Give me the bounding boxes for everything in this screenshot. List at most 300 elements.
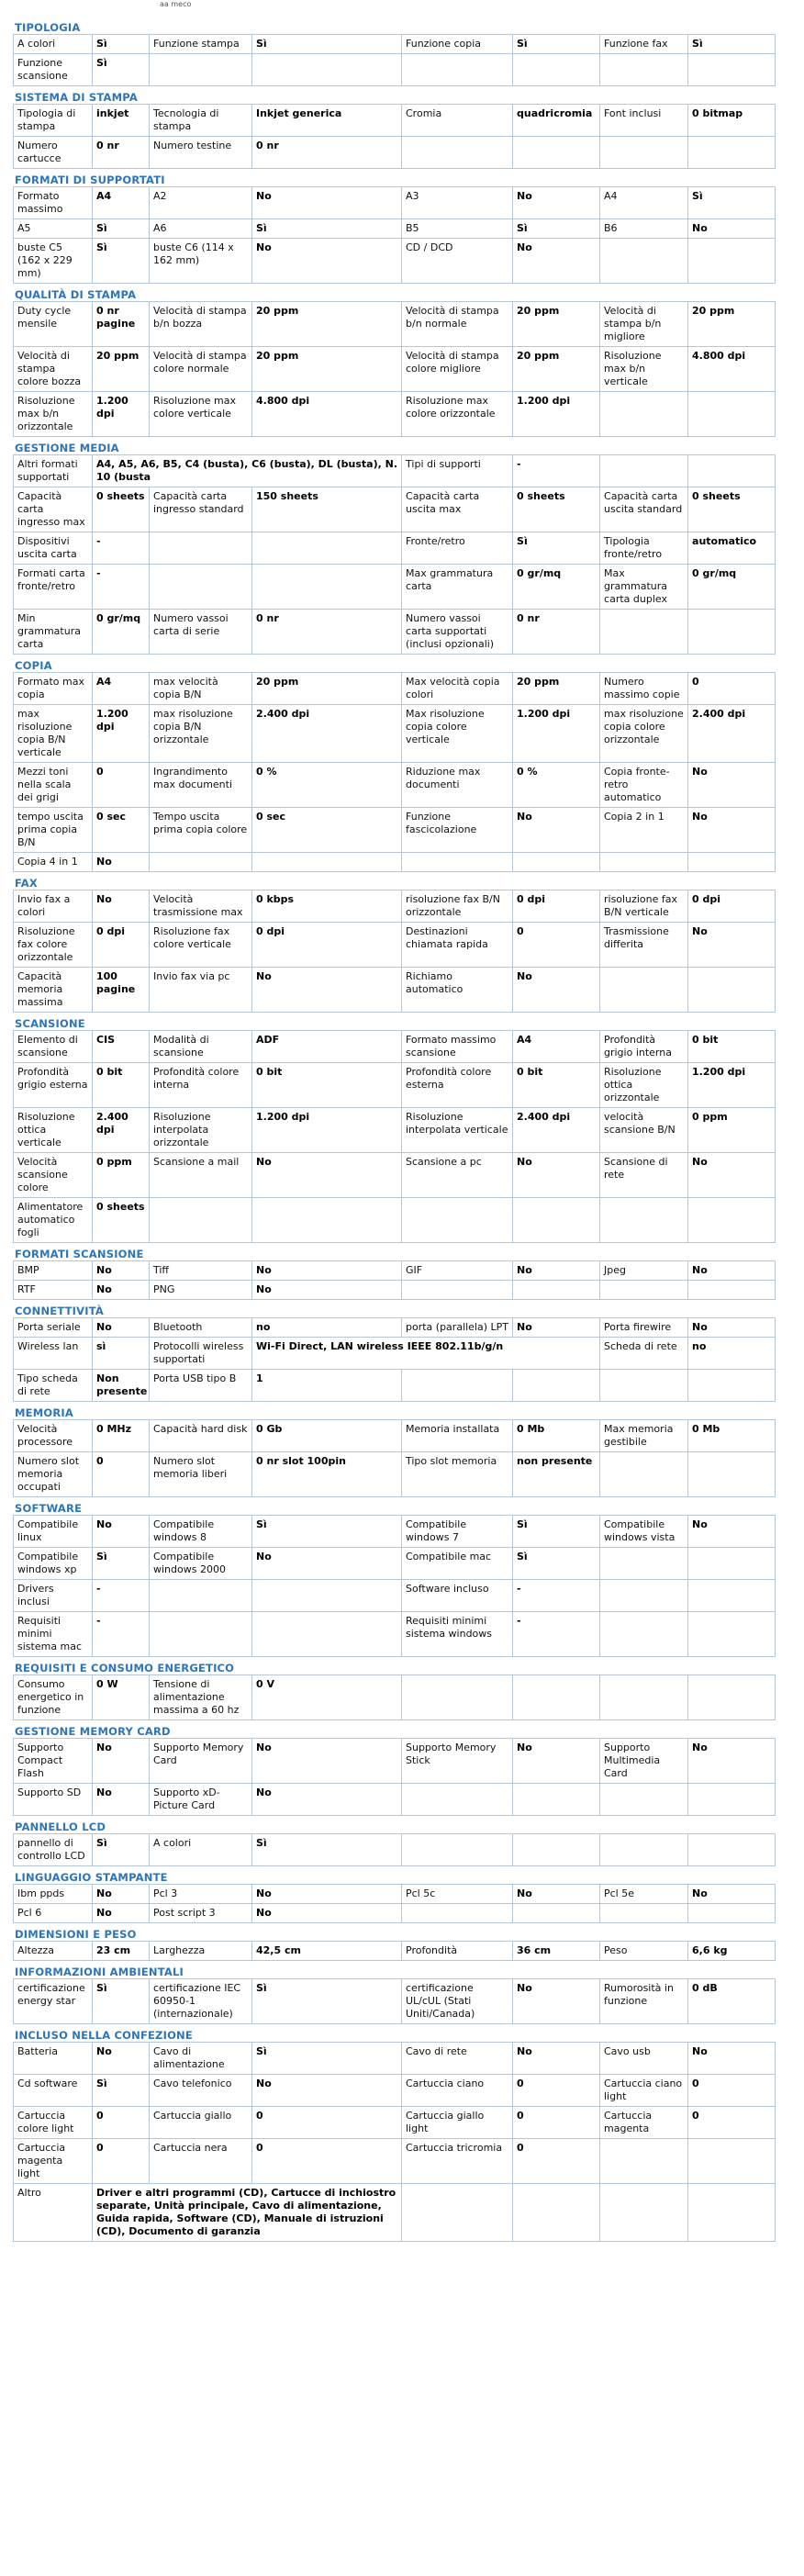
spec-label: Max grammatura carta duplex (600, 565, 688, 610)
spec-value: 42,5 cm (252, 1942, 402, 1961)
spec-label: CD / DCD (402, 239, 513, 284)
spec-value: 0 (688, 2075, 776, 2107)
spec-value (252, 565, 402, 610)
spec-label: Numero massimo copie (600, 673, 688, 705)
spec-table-fax (13, 890, 776, 1013)
spec-value: No (688, 1153, 776, 1198)
spec-label: Altri formati supportati (14, 455, 93, 487)
spec-label: Pcl 5e (600, 1885, 688, 1904)
spec-value (513, 1904, 600, 1923)
spec-value: 1.200 dpi (513, 705, 600, 763)
spec-value: No (513, 2043, 600, 2075)
spec-value: No (252, 1885, 402, 1904)
spec-value: No (93, 1318, 150, 1338)
spec-label: Risoluzione max b/n orizzontale (14, 392, 93, 437)
spec-label: Consumo energetico in funzione (14, 1675, 93, 1720)
spec-value: Driver e altri programmi (CD), Cartucce di inchiostro separate, Unità principale, Cavo di alimentazione, Guida rapida, Software (CD), Manuale di istruzioni (CD), Documento di garanzia (93, 2184, 402, 2242)
spec-value: A4, A5, A6, B5, C4 (busta), C6 (busta), DL (busta), N. 10 (busta (93, 455, 402, 487)
spec-value: No (93, 1739, 150, 1784)
table-row (14, 1612, 776, 1657)
spec-label (150, 1198, 252, 1243)
spec-label (402, 1675, 513, 1720)
spec-value: 0 ppm (688, 1108, 776, 1153)
spec-label: Peso (600, 1942, 688, 1961)
spec-label: Numero slot memoria liberi (150, 1452, 252, 1497)
spec-label: Funzione copia (402, 35, 513, 54)
spec-table-incluso-nella-confezione (13, 2042, 776, 2242)
spec-value: No (513, 1885, 600, 1904)
spec-table-requisiti-e-consumo-energetico (13, 1674, 776, 1720)
spec-value: No (93, 1261, 150, 1281)
spec-label (600, 1904, 688, 1923)
spec-label: Cromia (402, 105, 513, 137)
spec-label: Formato massimo scansione (402, 1031, 513, 1063)
spec-label: Risoluzione interpolata verticale (402, 1108, 513, 1153)
table-row (14, 187, 776, 219)
spec-label: Supporto Memory Card (150, 1739, 252, 1784)
spec-label: Capacità hard disk (150, 1420, 252, 1452)
spec-label: Supporto Compact Flash (14, 1739, 93, 1784)
spec-value: - (513, 1580, 600, 1612)
spec-label: Formati carta fronte/retro (14, 565, 93, 610)
spec-label: A colori (14, 35, 93, 54)
spec-label: Bluetooth (150, 1318, 252, 1338)
spec-label (150, 1580, 252, 1612)
spec-value: Sì (688, 35, 776, 54)
table-row (14, 1108, 776, 1153)
spec-sheet (13, 0, 802, 2242)
spec-label: Tensione di alimentazione massima a 60 hz (150, 1675, 252, 1720)
spec-value: 0 sheets (688, 487, 776, 532)
spec-label (600, 455, 688, 487)
spec-label: Memoria installata (402, 1420, 513, 1452)
spec-value: - (93, 532, 150, 565)
spec-label: Risoluzione max colore orizzontale (402, 392, 513, 437)
spec-value (513, 1370, 600, 1402)
spec-value: No (252, 1281, 402, 1300)
spec-table-tipologia (13, 34, 776, 86)
spec-label: Cavo usb (600, 2043, 688, 2075)
spec-value: No (252, 1739, 402, 1784)
spec-value: 0 sheets (93, 1198, 150, 1243)
spec-value: 0 bitmap (688, 105, 776, 137)
spec-value: 0 bit (688, 1031, 776, 1063)
spec-value: Non presente (93, 1370, 150, 1402)
spec-value: 4.800 dpi (688, 347, 776, 392)
spec-value: 0 (93, 2107, 150, 2139)
spec-label: Risoluzione ottica orizzontale (600, 1063, 688, 1108)
spec-value: 0 nr pagine (93, 302, 150, 347)
spec-value: 0 (513, 2139, 600, 2184)
spec-label: certificazione IEC 60950-1 (internazionale) (150, 1979, 252, 2024)
table-row (14, 1979, 776, 2024)
spec-label: Velocità processore (14, 1420, 93, 1452)
spec-value (688, 1580, 776, 1612)
spec-table-software (13, 1515, 776, 1657)
spec-label: max risoluzione copia B/N orizzontale (150, 705, 252, 763)
spec-label: Cartuccia magenta light (14, 2139, 93, 2184)
spec-value: No (252, 1904, 402, 1923)
spec-label: Risoluzione max b/n verticale (600, 347, 688, 392)
table-row (14, 1370, 776, 1402)
spec-label: Modalità di scansione (150, 1031, 252, 1063)
spec-label: Profondità (402, 1942, 513, 1961)
spec-value: - (93, 1612, 150, 1657)
spec-value (688, 1548, 776, 1580)
table-row (14, 392, 776, 437)
spec-table-sistema-di-stampa (13, 104, 776, 169)
section-title-gestione-memory-card: GESTIONE MEMORY CARD (15, 1725, 171, 1738)
spec-label: Cartuccia tricromia (402, 2139, 513, 2184)
spec-value: 0 Mb (513, 1420, 600, 1452)
spec-label: B6 (600, 219, 688, 239)
spec-label (600, 968, 688, 1013)
spec-label: velocità scansione B/N (600, 1108, 688, 1153)
table-row (14, 105, 776, 137)
spec-value: No (252, 1261, 402, 1281)
table-row (14, 1153, 776, 1198)
spec-value: 0 V (252, 1675, 402, 1720)
spec-value: 0 (252, 2139, 402, 2184)
spec-label: Supporto Memory Stick (402, 1739, 513, 1784)
spec-table-pannello-lcd (13, 1833, 776, 1866)
spec-label: Scansione a mail (150, 1153, 252, 1198)
spec-label: Elemento di scansione (14, 1031, 93, 1063)
table-row (14, 853, 776, 872)
spec-label: Batteria (14, 2043, 93, 2075)
spec-value: 0 (513, 923, 600, 968)
spec-label: buste C5 (162 x 229 mm) (14, 239, 93, 284)
spec-label (600, 853, 688, 872)
spec-value: No (93, 1516, 150, 1548)
spec-label: Velocità di stampa b/n normale (402, 302, 513, 347)
spec-value: 1.200 dpi (513, 392, 600, 437)
spec-label (600, 2184, 688, 2242)
spec-value: 0 nr (252, 137, 402, 169)
spec-value: 0 sheets (93, 487, 150, 532)
spec-label: Funzione stampa (150, 35, 252, 54)
spec-value (688, 2139, 776, 2184)
spec-label: Velocità di stampa colore bozza (14, 347, 93, 392)
spec-value (252, 853, 402, 872)
spec-value: Sì (93, 219, 150, 239)
section-title-incluso-nella-confezione: INCLUSO NELLA CONFEZIONE (15, 2029, 193, 2042)
spec-value: 0 nr (252, 610, 402, 655)
spec-label: Larghezza (150, 1942, 252, 1961)
spec-value (252, 1198, 402, 1243)
spec-value: 1.200 dpi (93, 705, 150, 763)
spec-label: Supporto SD (14, 1784, 93, 1816)
spec-label: Cartuccia nera (150, 2139, 252, 2184)
spec-label: Scheda di rete (600, 1338, 688, 1370)
spec-value: No (513, 968, 600, 1013)
spec-value: 0 (93, 1452, 150, 1497)
section-title-linguaggio-stampante: LINGUAGGIO STAMPANTE (15, 1871, 168, 1884)
spec-table-qualita-di-stampa (13, 301, 776, 437)
spec-label: Invio fax a colori (14, 890, 93, 923)
spec-value: - (93, 1580, 150, 1612)
spec-value: 0 MHz (93, 1420, 150, 1452)
spec-label: Alimentatore automatico fogli (14, 1198, 93, 1243)
spec-label: Velocità di stampa colore normale (150, 347, 252, 392)
spec-value: 20 ppm (513, 347, 600, 392)
spec-value: A4 (513, 1031, 600, 1063)
spec-value: No (93, 1904, 150, 1923)
section-title-gestione-media: GESTIONE MEDIA (15, 442, 119, 454)
spec-label (402, 1784, 513, 1816)
spec-label: Cavo di rete (402, 2043, 513, 2075)
table-row (14, 1063, 776, 1108)
spec-label: Scansione a pc (402, 1153, 513, 1198)
spec-value: Sì (93, 239, 150, 284)
spec-value: 20 ppm (252, 302, 402, 347)
spec-value (688, 1281, 776, 1300)
spec-label: Wireless lan (14, 1338, 93, 1370)
spec-label: PNG (150, 1281, 252, 1300)
spec-label: Porta USB tipo B (150, 1370, 252, 1402)
spec-label: Trasmissione differita (600, 923, 688, 968)
spec-label: Protocolli wireless supportati (150, 1338, 252, 1370)
spec-label: Pcl 6 (14, 1904, 93, 1923)
section-title-requisiti-e-consumo-energetico: REQUISITI E CONSUMO ENERGETICO (15, 1662, 235, 1674)
spec-value: 1.200 dpi (252, 1108, 402, 1153)
spec-value (688, 239, 776, 284)
spec-label: A5 (14, 219, 93, 239)
spec-value: 150 sheets (252, 487, 402, 532)
spec-value: 20 ppm (252, 347, 402, 392)
spec-label: Cavo telefonico (150, 2075, 252, 2107)
table-row (14, 1942, 776, 1961)
spec-table-gestione-memory-card (13, 1738, 776, 1816)
table-row (14, 1318, 776, 1338)
spec-label: tempo uscita prima copia B/N (14, 808, 93, 853)
spec-value (513, 1198, 600, 1243)
spec-label (600, 239, 688, 284)
spec-value: No (252, 968, 402, 1013)
spec-table-linguaggio-stampante (13, 1884, 776, 1923)
spec-label (600, 392, 688, 437)
spec-value: no (688, 1338, 776, 1370)
section-title-software: SOFTWARE (15, 1502, 83, 1515)
spec-value: 1 (252, 1370, 402, 1402)
spec-value: 2.400 dpi (93, 1108, 150, 1153)
spec-label: Capacità carta uscita max (402, 487, 513, 532)
spec-value: Sì (93, 35, 150, 54)
spec-value: 0 gr/mq (93, 610, 150, 655)
spec-value: 0 (93, 763, 150, 808)
spec-value: No (688, 1318, 776, 1338)
spec-label (402, 1904, 513, 1923)
spec-label (150, 853, 252, 872)
spec-label: Compatibile linux (14, 1516, 93, 1548)
spec-table-informazioni-ambientali (13, 1978, 776, 2024)
spec-value: 0 % (513, 763, 600, 808)
spec-table-memoria (13, 1419, 776, 1497)
spec-label: max risoluzione copia colore orizzontale (600, 705, 688, 763)
spec-label: porta (parallela) LPT (402, 1318, 513, 1338)
spec-label: Tipi di supporti (402, 455, 513, 487)
table-row (14, 1834, 776, 1866)
spec-value: - (513, 455, 600, 487)
spec-value: 0 nr slot 100pin (252, 1452, 402, 1497)
spec-label (600, 1580, 688, 1612)
spec-label: A6 (150, 219, 252, 239)
spec-value: 100 pagine (93, 968, 150, 1013)
spec-value: 0 (688, 673, 776, 705)
spec-value: 0 Gb (252, 1420, 402, 1452)
spec-value: no (252, 1318, 402, 1338)
table-row (14, 808, 776, 853)
table-row (14, 673, 776, 705)
table-row (14, 705, 776, 763)
spec-label: Velocità trasmissione max (150, 890, 252, 923)
spec-table-scansione (13, 1030, 776, 1243)
spec-label: Copia fronte-retro automatico (600, 763, 688, 808)
spec-label (402, 1198, 513, 1243)
spec-label: Supporto xD-Picture Card (150, 1784, 252, 1816)
spec-value: sì (93, 1338, 150, 1370)
spec-label (600, 2139, 688, 2184)
spec-label: Capacità carta ingresso max (14, 487, 93, 532)
spec-value: non presente (513, 1452, 600, 1497)
spec-value: 0 dpi (252, 923, 402, 968)
spec-value (513, 853, 600, 872)
table-row (14, 347, 776, 392)
spec-label: Cartuccia ciano (402, 2075, 513, 2107)
table-row (14, 565, 776, 610)
table-row (14, 1281, 776, 1300)
spec-value: 0 (688, 2107, 776, 2139)
spec-label: Scansione di rete (600, 1153, 688, 1198)
spec-value: 20 ppm (513, 673, 600, 705)
spec-label (600, 1675, 688, 1720)
spec-value: No (252, 1153, 402, 1198)
section-title-copia: COPIA (15, 659, 52, 672)
table-row (14, 923, 776, 968)
section-title-scansione: SCANSIONE (15, 1017, 85, 1030)
spec-label (600, 1612, 688, 1657)
spec-value: Sì (252, 1516, 402, 1548)
spec-value: Sì (252, 1979, 402, 2024)
spec-value: No (93, 2043, 150, 2075)
section-title-connettivita: CONNETTIVITÀ (15, 1305, 104, 1317)
spec-label: Profondità grigio esterna (14, 1063, 93, 1108)
spec-label: A3 (402, 187, 513, 219)
spec-value: No (513, 1261, 600, 1281)
spec-label: Ingrandimento max documenti (150, 763, 252, 808)
spec-value: 4.800 dpi (252, 392, 402, 437)
spec-value: No (252, 2075, 402, 2107)
spec-label: Numero testine (150, 137, 252, 169)
spec-value: Sì (252, 219, 402, 239)
spec-value: Sì (513, 1548, 600, 1580)
spec-value: No (688, 1739, 776, 1784)
spec-table-dimensioni-e-peso (13, 1941, 776, 1961)
table-row (14, 455, 776, 487)
spec-label: Compatibile windows 2000 (150, 1548, 252, 1580)
table-row (14, 1904, 776, 1923)
spec-label (600, 1784, 688, 1816)
spec-value: 20 ppm (688, 302, 776, 347)
table-row (14, 1580, 776, 1612)
spec-label (402, 2184, 513, 2242)
spec-value: 0 sec (93, 808, 150, 853)
spec-value: 20 ppm (252, 673, 402, 705)
spec-value: 0 bit (252, 1063, 402, 1108)
spec-label (402, 137, 513, 169)
spec-value: No (513, 1739, 600, 1784)
section-title-informazioni-ambientali: INFORMAZIONI AMBIENTALI (15, 1966, 184, 1978)
spec-value: 0 W (93, 1675, 150, 1720)
spec-label: Funzione fascicolazione (402, 808, 513, 853)
spec-table-connettivita (13, 1317, 776, 1402)
spec-label: A colori (150, 1834, 252, 1866)
spec-label: Risoluzione fax colore verticale (150, 923, 252, 968)
spec-label: Funzione fax (600, 35, 688, 54)
spec-value: 0 kbps (252, 890, 402, 923)
spec-value: A4 (93, 187, 150, 219)
spec-value: 0 sheets (513, 487, 600, 532)
spec-value (688, 968, 776, 1013)
spec-label: Capacità memoria massima (14, 968, 93, 1013)
spec-label: Max velocità copia colori (402, 673, 513, 705)
table-row (14, 1548, 776, 1580)
spec-value: No (252, 239, 402, 284)
spec-value: Sì (252, 2043, 402, 2075)
section-title-pannello-lcd: PANNELLO LCD (15, 1820, 106, 1833)
table-row (14, 302, 776, 347)
spec-value: No (252, 187, 402, 219)
spec-label (150, 532, 252, 565)
spec-label: Velocità di stampa b/n bozza (150, 302, 252, 347)
spec-label: Compatibile windows xp (14, 1548, 93, 1580)
spec-label: pannello di controllo LCD (14, 1834, 93, 1866)
spec-value: 0 (93, 2139, 150, 2184)
spec-label: Compatibile windows vista (600, 1516, 688, 1548)
spec-value (688, 1904, 776, 1923)
spec-label (600, 137, 688, 169)
spec-value: No (513, 187, 600, 219)
spec-label: risoluzione fax B/N verticale (600, 890, 688, 923)
table-row (14, 1784, 776, 1816)
spec-value: No (513, 808, 600, 853)
table-row (14, 1338, 776, 1370)
spec-value (513, 1784, 600, 1816)
spec-label: Pcl 5c (402, 1885, 513, 1904)
table-row (14, 2107, 776, 2139)
spec-label (150, 565, 252, 610)
spec-value: No (513, 1318, 600, 1338)
spec-label: Risoluzione interpolata orizzontale (150, 1108, 252, 1153)
spec-value: No (93, 1784, 150, 1816)
spec-value (688, 1675, 776, 1720)
spec-label: Max memoria gestibile (600, 1420, 688, 1452)
spec-label (600, 610, 688, 655)
spec-value: Sì (252, 35, 402, 54)
spec-value: No (252, 1548, 402, 1580)
spec-value (688, 455, 776, 487)
spec-value: 20 ppm (93, 347, 150, 392)
spec-label: Capacità carta ingresso standard (150, 487, 252, 532)
spec-label: Requisiti minimi sistema mac (14, 1612, 93, 1657)
spec-value: Sì (513, 35, 600, 54)
spec-value: 20 ppm (513, 302, 600, 347)
spec-label: Cd software (14, 2075, 93, 2107)
spec-table-gestione-media (13, 454, 776, 655)
spec-value (252, 1580, 402, 1612)
table-row (14, 487, 776, 532)
spec-value: 0 Mb (688, 1420, 776, 1452)
